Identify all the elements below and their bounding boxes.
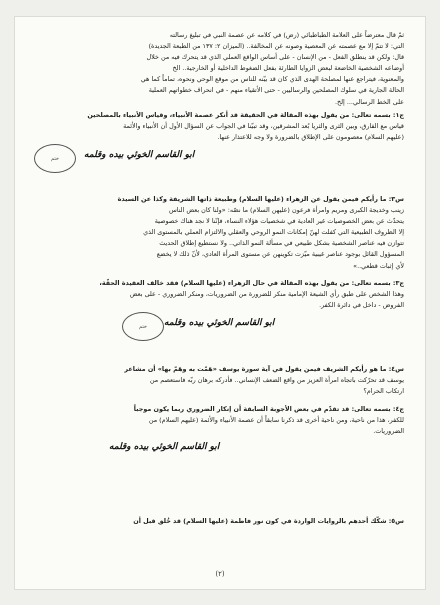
question-line: لأي إثبات قطعي..»	[353, 261, 404, 270]
question-line: س٥: شكّك أحدهم بالروايات الواردة في كون نور فاطمة (عليها السلام) قد خُلق قبل أن	[133, 517, 404, 525]
question-line: زينب وخديجة الكبرى ومريم وامرأة فرعون (عليهن السلام) ما نصّه: «ولنا كان بعض الناس	[168, 206, 404, 215]
stamp-text: ختم	[139, 323, 147, 330]
text-line: قال: ولكن قد ينطلق الفعل - من الإنسان - على أساس الواقع العملي الذي قد يتحرك فيه من خلال	[146, 53, 404, 62]
question-line: تتوازن فيه عناصر الشخصية بشكل طبيعي في مسألة النمو الذاتي.. ولا نستطيع إطلاق الحديث	[159, 239, 404, 248]
seal-stamp	[34, 144, 76, 173]
text-line: أوضاعه الشخصية الخاضعة لبعض الزوايا الطارئة بفعل الضغوط الداخلية أو الخارجية.. الخ	[172, 64, 404, 73]
question-line: المسؤول القائل بوجود عناصر غيبية ميّزت تكوينهن عن مستوى المرأة العادي، لأنّ ذلك لا يخضع	[156, 250, 404, 259]
text-line: والمعنوية، فيتراجع عنها لمصلحة الهدى الذي كان قد بيّنه للناس من موقع الوحي ونحوه، تماماً كما هي	[140, 75, 404, 84]
question-line: يتحدّث عن بعض الخصوصيات غير العادية في شخصيات هؤلاء النساء، فإنّنا لا نجد هناك خصوصية	[154, 217, 404, 226]
answer-line: ج٤: بسمه تعالى: قد تقدّم في بعض الأجوبة السابقة أن إنكار الضروري ربما يكون موجباً	[133, 405, 404, 413]
answer-line: ج٣: بسمه تعالى: من يقول بهذه المقالة في حال الزهراء (عليها السلام) فقد خالف العقيدة الحقّة،	[99, 279, 404, 287]
question-line: يوسف قد تحرّكت باتجاه امرأة العزيز من واقع الضعف الإنساني.. فأدركه برهان ربّه فاستعصم من	[149, 376, 404, 385]
text-line: ثمّ قال معترضاً على العلامة الطباطبائي (رض) في كلامه عن عصمة النبي في تبليغ رسالته	[169, 31, 404, 39]
question-line: إلا الظروف الطبيعية التي كفلت لهنّ إمكانات النمو الروحي والعقلي والالتزام العملي بالمستوى الذي	[143, 228, 404, 237]
answer-line: وهذا الشخص على طبق رأي الشيعة الإمامية منكر للضرورة من الضروريات، ومنكر الضروري - على بعض	[129, 290, 404, 299]
handwritten-signature: ابو القاسم الخوئي بيده وقلمه	[109, 442, 220, 452]
question-3	[36, 194, 404, 272]
page-number: (٢)	[215, 570, 225, 578]
question-5	[36, 516, 404, 527]
answer-line: الضروريات.	[373, 427, 404, 436]
text-line: الحالة الجارية في سلوك المصلحين والرساليين - حتى الأتقياء منهم - في انحراف خطواتهم العملية	[148, 86, 404, 95]
answer-line: الفروض - داخل في دائرة الكفر.	[319, 301, 404, 310]
question-4	[36, 364, 404, 397]
answer-4	[36, 404, 404, 437]
answer-3	[36, 278, 404, 311]
answer-line: للكفر، هذا من ناحية، ومن ناحية أخرى قد ذكرنا سابقاً أن عصمة الأنبياء والأئمة (عليهم السلام) من	[148, 416, 404, 425]
answer-2	[36, 110, 404, 143]
document-page	[14, 16, 426, 590]
text-line: على الخط الرسالي... إلخ.	[334, 97, 404, 106]
seal-stamp	[122, 312, 164, 341]
handwritten-signature: ابو القاسم الخوئي بيده وقلمه	[164, 318, 275, 328]
answer-line: قياس مع الفارق، وبين الثرى والثريا بُعد المشرقين، وقد تبيّنا في الجواب عن السؤال الأول أن الأنبياء والأئمة	[123, 122, 404, 131]
question-line: ارتكاب الحرام؟	[363, 387, 404, 396]
question-line: س٣: ما رأيكم فيمن يقول عن الزهراء (عليها السلام) وطبيعة ذاتها الشريفة وكذا عن السيدة	[117, 195, 404, 203]
stamp-text: ختم	[51, 155, 59, 162]
text-line: التي: لا تتمّ إلا مع عصمته عن المعصية وصونه عن المخالفة.. (الميزان ٢: ١٣٧ من الطبعة الجديدة)	[148, 42, 404, 51]
answer-line: (عليهم السلام) معصومون على الإطلاق بالضرورة ولا وجه للاعتذار عنها.	[217, 133, 404, 142]
question-line: س٤: ما هو رأيكم الشريف فيمن يقول في آية سورة يوسف «هَمّت به وهَمّ بها» أن مشاعر	[124, 365, 404, 373]
answer-line: ج١: بسمه تعالى: من يقول بهذه المقالة في الحقيقة قد أنكر عصمة الأنبياء، وقياس الأنبياء بالمصلحين	[87, 111, 404, 119]
quoted-statement	[36, 30, 404, 108]
handwritten-signature: ابو القاسم الخوئي بيده وقلمه	[84, 150, 195, 160]
